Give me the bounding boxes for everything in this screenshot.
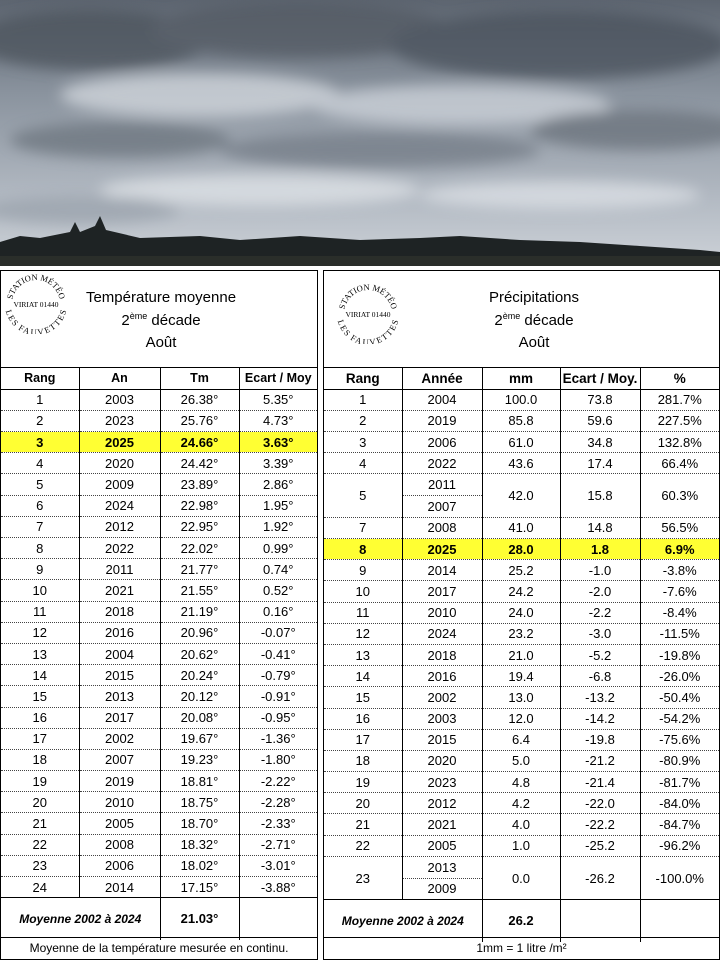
deviation-cell: -0.95° [239,707,317,728]
temperature-cell: 21.55° [160,580,239,601]
sky-photo [0,0,720,266]
column-header: Tm [160,368,239,389]
percent-cell: -96.2% [640,835,719,856]
table-row [324,623,719,644]
year-cell: 2023 [402,772,482,793]
deviation-cell: 5.35° [239,389,317,410]
mm-cell: 6.4 [482,729,560,750]
mm-cell: 1.0 [482,835,560,856]
table-row [324,666,719,687]
table-row [1,855,317,876]
rank-cell: 19 [324,772,402,793]
rank-cell: 20 [1,792,79,813]
table-row [1,686,317,707]
rank-cell: 2 [324,410,402,431]
column-header: Ecart / Moy. [560,368,640,389]
percent-cell: 60.3% [640,474,719,517]
deviation-cell: -5.2 [560,644,640,665]
rank-cell: 4 [324,453,402,474]
year-cell: 2022 [79,538,160,559]
temperature-cell: 24.42° [160,453,239,474]
year-value: 2007 [427,498,457,514]
table-row [324,453,719,474]
year-cell: 2019 [402,410,482,431]
temperature-cell: 19.23° [160,749,239,770]
mm-cell: 61.0 [482,432,560,453]
year-cell: 2018 [79,601,160,622]
deviation-cell: -13.2 [560,687,640,708]
deviation-cell: 1.95° [239,495,317,516]
blank-cell [239,898,317,940]
deviation-cell: -0.79° [239,665,317,686]
table-row [1,410,317,431]
percent-cell: 6.9% [640,539,719,560]
rank-cell: 12 [324,623,402,644]
deviation-cell: -2.33° [239,813,317,834]
year-cell: 2004 [402,389,482,410]
percent-cell: -19.8% [640,644,719,665]
temperature-cell: 26.38° [160,389,239,410]
deviation-cell: -0.07° [239,622,317,643]
percent-cell: -81.7% [640,772,719,793]
year-cell: 2016 [79,622,160,643]
table-row [324,708,719,729]
mm-cell: 42.0 [482,474,560,517]
deviation-cell: 0.99° [239,538,317,559]
temperature-cell: 24.66° [160,432,239,453]
average-row [1,898,317,940]
percent-cell: -84.7% [640,814,719,835]
mm-cell: 24.2 [482,581,560,602]
rank-cell: 13 [1,643,79,664]
mm-cell: 25.2 [482,560,560,581]
table-row [1,495,317,516]
mm-cell: 85.8 [482,410,560,431]
svg-text:LES FAUVETTES: LES FAUVETTES [336,318,400,344]
table-row [324,581,719,602]
table-row [324,539,719,560]
table-row [324,474,719,517]
year-cell: 2012 [402,793,482,814]
rank-cell: 4 [1,453,79,474]
rank-cell: 23 [1,855,79,876]
year-cell: 2010 [79,792,160,813]
year-cell: 2019 [79,771,160,792]
table-row [1,622,317,643]
year-cell: 2015 [79,665,160,686]
deviation-cell: -0.91° [239,686,317,707]
table-row [324,389,719,410]
deviation-cell: -1.80° [239,749,317,770]
rank-cell: 15 [1,686,79,707]
deviation-cell: -19.8 [560,729,640,750]
table-row [1,643,317,664]
table-row [1,728,317,749]
table-row [324,644,719,665]
table-row [324,729,719,750]
rank-cell: 21 [1,813,79,834]
mm-cell: 4.2 [482,793,560,814]
deviation-cell: -3.0 [560,623,640,644]
percent-cell: -100.0% [640,856,719,899]
average-value: 21.03° [160,898,239,940]
rank-cell: 9 [324,560,402,581]
mm-cell: 19.4 [482,666,560,687]
year-cell: 2021 [79,580,160,601]
mm-cell: 41.0 [482,517,560,538]
percent-cell: 132.8% [640,432,719,453]
table-row [324,410,719,431]
table-row [1,834,317,855]
year-cell: 2011 [79,559,160,580]
year-cell: 2014 [79,877,160,898]
table-row [1,389,317,410]
percent-cell: -84.0% [640,793,719,814]
rank-cell: 5 [324,474,402,517]
mm-cell: 100.0 [482,389,560,410]
percent-cell: -75.6% [640,729,719,750]
year-cell: 2002 [402,687,482,708]
mm-cell: 0.0 [482,856,560,899]
rank-cell: 3 [1,432,79,453]
rank-cell: 20 [324,793,402,814]
temperature-cell: 22.02° [160,538,239,559]
rank-cell: 14 [1,665,79,686]
year-cell: 2020 [402,750,482,771]
deviation-cell: 1.92° [239,516,317,537]
temperature-cell: 20.24° [160,665,239,686]
deviation-cell: -2.71° [239,834,317,855]
deviation-cell: -6.8 [560,666,640,687]
deviation-cell: -2.28° [239,792,317,813]
table-row [1,453,317,474]
rank-cell: 22 [324,835,402,856]
deviation-cell: 3.39° [239,453,317,474]
column-header: mm [482,368,560,389]
svg-text:STATION MÉTÉO: STATION MÉTÉO [4,274,68,301]
deviation-cell: -1.36° [239,728,317,749]
average-label: Moyenne 2002 à 2024 [1,898,160,940]
station-stamp [336,284,400,349]
rank-cell: 7 [1,516,79,537]
mm-cell: 5.0 [482,750,560,771]
temperature-cell: 23.89° [160,474,239,495]
deviation-cell: 17.4 [560,453,640,474]
rank-cell: 3 [324,432,402,453]
column-header: % [640,368,719,389]
rank-cell: 5 [1,474,79,495]
table-row [324,793,719,814]
rank-cell: 16 [324,708,402,729]
deviation-cell: -3.01° [239,855,317,876]
temperature-cell: 18.32° [160,834,239,855]
percent-cell: -80.9% [640,750,719,771]
deviation-cell: -22.2 [560,814,640,835]
blank-cell [640,900,719,942]
temperature-cell: 21.19° [160,601,239,622]
table-row [1,538,317,559]
rank-cell: 10 [324,581,402,602]
temperature-cell: 18.75° [160,792,239,813]
percent-cell: -8.4% [640,602,719,623]
temperature-cell: 22.98° [160,495,239,516]
table-row [324,517,719,538]
percent-cell: -54.2% [640,708,719,729]
deviation-cell: -21.2 [560,750,640,771]
table-row [1,707,317,728]
rank-cell: 15 [324,687,402,708]
year-cell: 2023 [79,410,160,431]
rank-cell: 8 [1,538,79,559]
temperature-cell: 20.62° [160,643,239,664]
deviation-cell: 1.8 [560,539,640,560]
year-cell: 2005 [402,835,482,856]
table-row [324,687,719,708]
precipitation-panel [323,270,720,960]
year-cell: 2004 [79,643,160,664]
deviation-cell: -25.2 [560,835,640,856]
rank-cell: 18 [324,750,402,771]
table-row [1,580,317,601]
rank-cell: 6 [1,495,79,516]
deviation-cell: -2.2 [560,602,640,623]
year-cell: 2008 [402,517,482,538]
rank-cell: 12 [1,622,79,643]
temperature-cell: 20.08° [160,707,239,728]
deviation-cell: -21.4 [560,772,640,793]
mm-cell: 4.8 [482,772,560,793]
column-header: Ecart / Moy [239,368,317,389]
rank-cell: 1 [1,389,79,410]
year-cell: 2021 [402,814,482,835]
year-cell [402,474,482,517]
year-cell: 2020 [79,453,160,474]
deviation-cell: 14.8 [560,517,640,538]
deviation-cell: -3.88° [239,877,317,898]
year-cell: 2015 [402,729,482,750]
blank-cell [560,900,640,942]
svg-text:LES FAUVETTES: LES FAUVETTES [4,308,68,334]
year-cell: 2016 [402,666,482,687]
column-header: Rang [1,368,79,389]
mm-cell: 13.0 [482,687,560,708]
year-cell: 2007 [79,749,160,770]
rank-cell: 14 [324,666,402,687]
deviation-cell: -26.2 [560,856,640,899]
mm-cell: 4.0 [482,814,560,835]
table-row [324,432,719,453]
temperature-cell: 20.96° [160,622,239,643]
percent-cell: -11.5% [640,623,719,644]
rank-cell: 18 [1,749,79,770]
table-row [1,474,317,495]
table-row [1,601,317,622]
temperature-cell: 18.02° [160,855,239,876]
deviation-cell: -14.2 [560,708,640,729]
column-header: An [79,368,160,389]
deviation-cell: 59.6 [560,410,640,431]
table-row [1,516,317,537]
precipitation-header [324,271,719,368]
svg-text:VIRIAT 01440: VIRIAT 01440 [13,300,59,309]
rank-cell: 24 [1,877,79,898]
year-cell: 2018 [402,644,482,665]
temperature-cell: 21.77° [160,559,239,580]
column-header: Rang [324,368,402,389]
percent-cell: -7.6% [640,581,719,602]
table-row [324,835,719,856]
temperature-cell: 25.76° [160,410,239,431]
year-cell: 2003 [79,389,160,410]
year-cell: 2002 [79,728,160,749]
table-row [1,559,317,580]
deviation-cell: 4.73° [239,410,317,431]
table-row [324,560,719,581]
table-header-row [1,368,317,389]
temperature-cell: 22.95° [160,516,239,537]
year-cell [402,856,482,899]
mm-cell: 21.0 [482,644,560,665]
mm-cell: 12.0 [482,708,560,729]
table-row [324,814,719,835]
year-cell: 2010 [402,602,482,623]
precipitation-table [324,368,719,942]
rank-cell: 10 [1,580,79,601]
deviation-cell: 0.52° [239,580,317,601]
svg-text:VIRIAT 01440: VIRIAT 01440 [345,310,391,319]
rank-cell: 11 [324,602,402,623]
deviation-cell: 3.63° [239,432,317,453]
mm-cell: 23.2 [482,623,560,644]
year-cell: 2025 [79,432,160,453]
percent-cell: -26.0% [640,666,719,687]
table-row [1,771,317,792]
temperature-cell: 18.81° [160,771,239,792]
temperature-cell: 17.15° [160,877,239,898]
year-value: 2013 [403,857,482,879]
table-row [1,792,317,813]
table-row [324,856,719,899]
year-cell: 2025 [402,539,482,560]
deviation-cell: 73.8 [560,389,640,410]
table-row [1,432,317,453]
rank-cell: 1 [324,389,402,410]
temperature-header [1,271,317,368]
deviation-cell: -2.0 [560,581,640,602]
rank-cell: 9 [1,559,79,580]
mm-cell: 28.0 [482,539,560,560]
rank-cell: 16 [1,707,79,728]
mm-cell: 24.0 [482,602,560,623]
table-row [324,772,719,793]
deviation-cell: -22.0 [560,793,640,814]
year-cell: 2006 [402,432,482,453]
table-row [324,602,719,623]
mm-cell: 43.6 [482,453,560,474]
year-cell: 2017 [402,581,482,602]
rank-cell: 7 [324,517,402,538]
year-cell: 2006 [79,855,160,876]
table-row [324,750,719,771]
year-value: 2009 [427,881,457,897]
deviation-cell: -0.41° [239,643,317,664]
temperature-table [1,368,317,940]
percent-cell: 56.5% [640,517,719,538]
deviation-cell: 2.86° [239,474,317,495]
temperature-footnote: Moyenne de la température mesurée en continu. [1,937,317,959]
percent-cell: -3.8% [640,560,719,581]
year-value: 2011 [403,474,482,496]
rank-cell: 8 [324,539,402,560]
rank-cell: 22 [1,834,79,855]
year-cell: 2017 [79,707,160,728]
rank-cell: 21 [324,814,402,835]
year-cell: 2014 [402,560,482,581]
year-cell: 2013 [79,686,160,707]
percent-cell: -50.4% [640,687,719,708]
rank-cell: 2 [1,410,79,431]
rank-cell: 17 [324,729,402,750]
average-label: Moyenne 2002 à 2024 [324,900,482,942]
rank-cell: 11 [1,601,79,622]
column-header: Année [402,368,482,389]
year-cell: 2009 [79,474,160,495]
deviation-cell: -2.22° [239,771,317,792]
year-cell: 2024 [402,623,482,644]
deviation-cell: 34.8 [560,432,640,453]
precipitation-footnote: 1mm = 1 litre /m² [324,937,719,959]
rank-cell: 19 [1,771,79,792]
year-cell: 2003 [402,708,482,729]
svg-text:STATION MÉTÉO: STATION MÉTÉO [336,284,400,311]
year-cell: 2022 [402,453,482,474]
deviation-cell: -1.0 [560,560,640,581]
average-value: 26.2 [482,900,560,942]
table-row [1,877,317,898]
percent-cell: 66.4% [640,453,719,474]
rank-cell: 23 [324,856,402,899]
station-stamp [4,274,68,339]
table-row [1,749,317,770]
table-header-row [324,368,719,389]
percent-cell: 281.7% [640,389,719,410]
year-cell: 2005 [79,813,160,834]
precipitation-title: Précipitations 2ème décade Août [488,289,580,351]
temperature-title: Température moyenne 2ème décade Août [85,289,237,351]
year-cell: 2012 [79,516,160,537]
temperature-panel [0,270,318,960]
year-cell: 2008 [79,834,160,855]
rank-cell: 17 [1,728,79,749]
deviation-cell: 0.74° [239,559,317,580]
deviation-cell: 0.16° [239,601,317,622]
rank-cell: 13 [324,644,402,665]
table-row [1,665,317,686]
year-cell: 2024 [79,495,160,516]
average-row [324,900,719,942]
temperature-cell: 18.70° [160,813,239,834]
table-row [1,813,317,834]
temperature-cell: 19.67° [160,728,239,749]
percent-cell: 227.5% [640,410,719,431]
temperature-cell: 20.12° [160,686,239,707]
deviation-cell: 15.8 [560,474,640,517]
